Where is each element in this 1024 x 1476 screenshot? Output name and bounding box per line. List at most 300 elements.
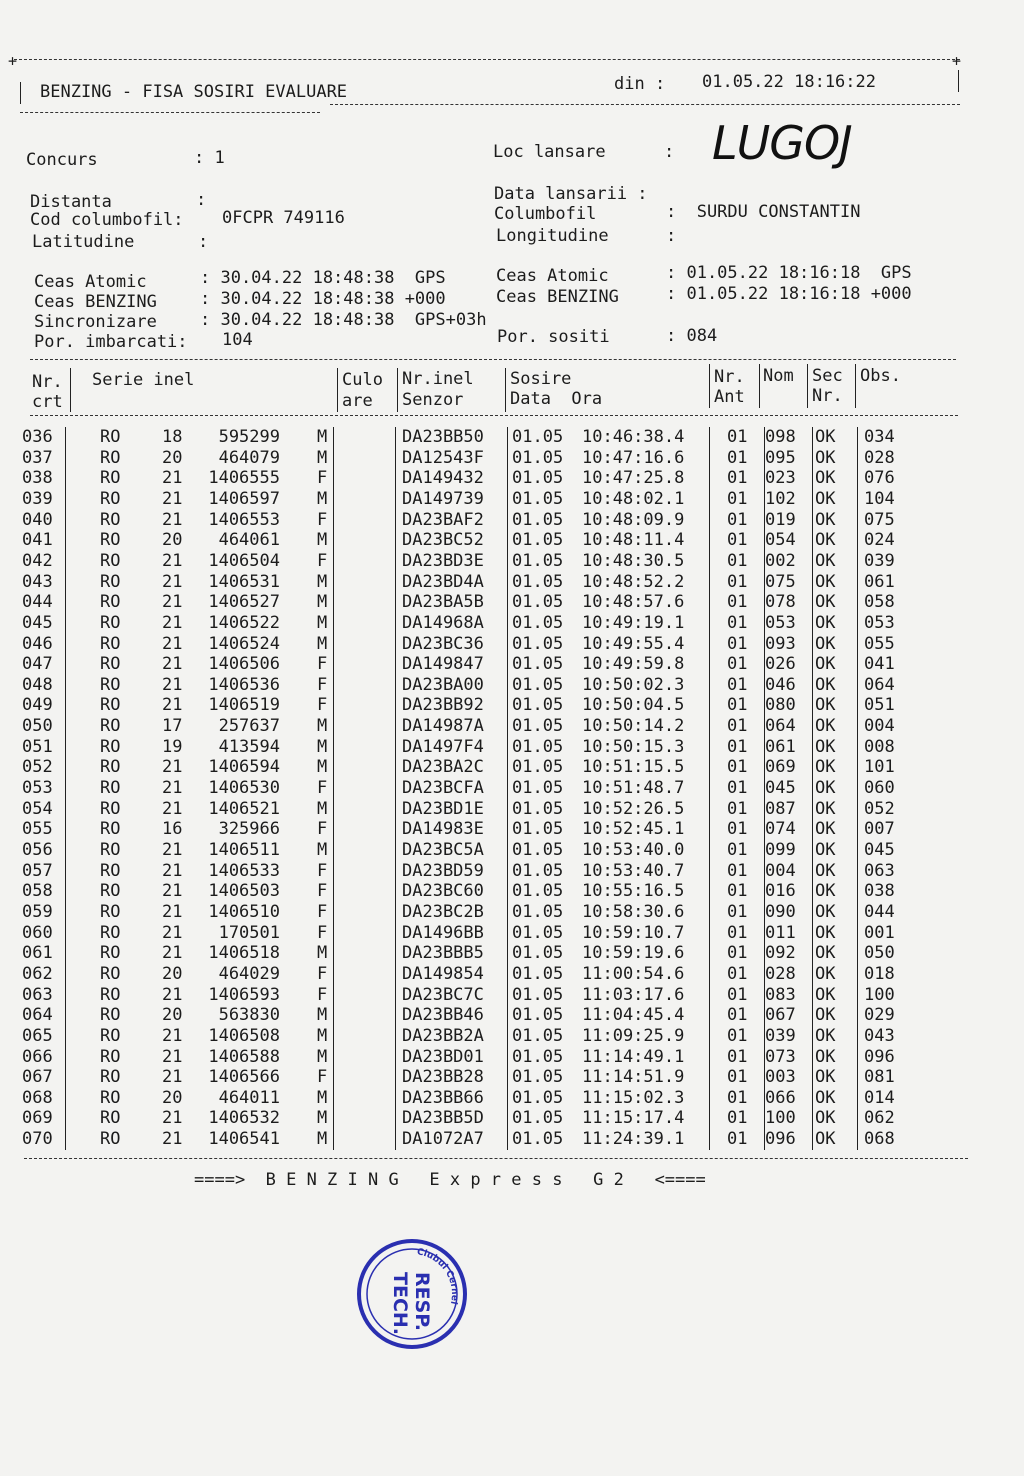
cell-serie-inel: 170501: [218, 922, 280, 943]
column-divider: [333, 716, 334, 737]
cell-data: 01.05: [512, 695, 564, 716]
table-row: [0, 1129, 1024, 1150]
column-divider: [812, 840, 813, 861]
column-divider: [395, 943, 396, 964]
cell-serie-inel: 1406522: [208, 612, 280, 633]
cell-sex: M: [317, 736, 328, 757]
column-divider: [812, 572, 813, 593]
column-divider: [395, 840, 396, 861]
column-divider: [857, 778, 858, 799]
cell-obs: 060: [864, 778, 895, 799]
cell-tara: RO: [100, 695, 121, 716]
cell-ora: 10:50:15.3: [582, 736, 685, 757]
column-divider: [65, 592, 66, 613]
cell-ora: 10:53:40.7: [582, 860, 685, 881]
cell-tara: RO: [100, 612, 121, 633]
header-right-border: [958, 70, 959, 92]
cell-serie-inel: 1406597: [208, 488, 280, 509]
header-nr-ant: Ant: [714, 387, 745, 407]
column-divider: [333, 530, 334, 551]
cell-senzor: DA1496BB: [402, 922, 484, 943]
header-bottom-border-left: [20, 112, 320, 113]
column-divider: [65, 757, 66, 778]
cell-data: 01.05: [512, 468, 564, 489]
columbofil-label: Columbofil: [494, 204, 597, 224]
cell-an: 21: [162, 778, 183, 799]
column-divider: [507, 551, 508, 572]
cell-nr-ant: 01: [727, 901, 748, 922]
column-divider: [857, 427, 858, 448]
column-divider: [507, 1108, 508, 1129]
column-divider: [333, 489, 334, 510]
column-divider: [507, 572, 508, 593]
cell-nr-crt: 046: [22, 633, 53, 654]
cell-nr-ant: 01: [727, 571, 748, 592]
column-divider: [333, 799, 334, 820]
table-row: [0, 985, 1024, 1006]
column-divider: [507, 448, 508, 469]
cell-obs: 018: [864, 963, 895, 984]
column-divider: [857, 1047, 858, 1068]
cell-an: 21: [162, 550, 183, 571]
cell-sec-nr: OK: [815, 943, 836, 964]
cell-an: 16: [162, 819, 183, 840]
column-divider: [812, 530, 813, 551]
cell-nom: 054: [765, 530, 796, 551]
cell-senzor: DA23BC2B: [402, 901, 484, 922]
column-divider: [812, 1067, 813, 1088]
cell-an: 21: [162, 901, 183, 922]
cell-nr-crt: 051: [22, 736, 53, 757]
cell-obs: 041: [864, 654, 895, 675]
cell-nr-crt: 045: [22, 612, 53, 633]
cell-serie-inel: 464061: [218, 530, 280, 551]
cell-an: 21: [162, 757, 183, 778]
column-divider: [65, 1026, 66, 1047]
column-divider: [812, 799, 813, 820]
cell-serie-inel: 1406519: [208, 695, 280, 716]
header-nr-inel: Nr.inel: [402, 369, 474, 389]
column-divider: [857, 881, 858, 902]
loc-lansare-label: Loc lansare: [493, 142, 606, 162]
header-sec-nr: Nr.: [812, 386, 843, 406]
cell-sec-nr: OK: [815, 1067, 836, 1088]
cell-sex: M: [317, 757, 328, 778]
header-culoare: Culo: [342, 370, 383, 390]
col-divider: [855, 364, 856, 408]
column-divider: [764, 840, 765, 861]
cell-sex: F: [317, 468, 328, 489]
column-divider: [395, 551, 396, 572]
cell-an: 21: [162, 1046, 183, 1067]
column-divider: [709, 1047, 710, 1068]
cell-sec-nr: OK: [815, 840, 836, 860]
ceas-atomic-end-value: : 01.05.22 18:16:18 GPS: [666, 263, 912, 283]
cell-nom: 099: [765, 840, 796, 860]
column-divider: [507, 654, 508, 675]
cell-data: 01.05: [512, 550, 564, 571]
column-divider: [507, 757, 508, 778]
cell-nr-ant: 01: [727, 468, 748, 489]
column-divider: [764, 861, 765, 882]
ceas-benzing-start-value: : 30.04.22 18:48:38 +000: [200, 289, 446, 309]
column-divider: [395, 634, 396, 655]
column-divider: [333, 964, 334, 985]
column-divider: [764, 881, 765, 902]
cell-an: 21: [162, 1067, 183, 1088]
cell-nom: 098: [765, 427, 796, 447]
column-divider: [764, 778, 765, 799]
cell-data: 01.05: [512, 736, 564, 757]
column-divider: [857, 943, 858, 964]
cell-an: 21: [162, 798, 183, 819]
cell-obs: 064: [864, 674, 895, 695]
cell-sex: M: [317, 1025, 328, 1046]
cell-nr-ant: 01: [727, 488, 748, 509]
cell-sex: M: [317, 798, 328, 819]
cell-an: 21: [162, 840, 183, 860]
column-divider: [812, 654, 813, 675]
table-row: [0, 1047, 1024, 1068]
column-divider: [333, 881, 334, 902]
column-divider: [709, 840, 710, 861]
cell-serie-inel: 1406504: [208, 550, 280, 571]
table-row: [0, 592, 1024, 613]
cell-an: 21: [162, 922, 183, 943]
table-row: [0, 943, 1024, 964]
cell-serie-inel: 595299: [218, 427, 280, 447]
cell-nom: 092: [765, 943, 796, 964]
cell-nr-crt: 069: [22, 1108, 53, 1129]
column-divider: [764, 1026, 765, 1047]
table-bottom-border: [24, 1158, 968, 1159]
cell-nr-crt: 049: [22, 695, 53, 716]
header-left-border: [20, 82, 21, 104]
cell-nom: 004: [765, 860, 796, 881]
column-divider: [709, 489, 710, 510]
column-divider: [65, 1129, 66, 1150]
cell-tara: RO: [100, 633, 121, 654]
cell-nr-crt: 064: [22, 1005, 53, 1026]
cell-an: 21: [162, 488, 183, 509]
cell-nr-crt: 041: [22, 530, 53, 551]
cell-sec-nr: OK: [815, 427, 836, 447]
cell-obs: 076: [864, 468, 895, 489]
cell-obs: 052: [864, 798, 895, 819]
column-divider: [65, 675, 66, 696]
cell-data: 01.05: [512, 798, 564, 819]
column-divider: [65, 1088, 66, 1109]
cell-nr-crt: 042: [22, 550, 53, 571]
cell-senzor: DA149854: [402, 963, 484, 984]
cell-sex: F: [317, 984, 328, 1005]
cell-nr-ant: 01: [727, 860, 748, 881]
column-divider: [333, 985, 334, 1006]
cell-nr-ant: 01: [727, 736, 748, 757]
cell-nom: 016: [765, 881, 796, 902]
column-divider: [812, 964, 813, 985]
cell-nr-crt: 054: [22, 798, 53, 819]
cell-senzor: DA23BB92: [402, 695, 484, 716]
cell-ora: 11:00:54.6: [582, 963, 685, 984]
cell-sex: M: [317, 1087, 328, 1108]
table-row: [0, 530, 1024, 551]
column-divider: [507, 985, 508, 1006]
table-row: [0, 716, 1024, 737]
cell-sex: M: [317, 1129, 328, 1150]
column-divider: [764, 737, 765, 758]
cell-serie-inel: 1406506: [208, 654, 280, 675]
column-divider: [764, 427, 765, 448]
cell-serie-inel: 1406527: [208, 592, 280, 613]
cell-sec-nr: OK: [815, 901, 836, 922]
cell-nr-ant: 01: [727, 612, 748, 633]
cell-tara: RO: [100, 674, 121, 695]
column-divider: [709, 778, 710, 799]
latitudine-label: Latitudine: [32, 232, 135, 252]
column-divider: [764, 695, 765, 716]
column-divider: [709, 551, 710, 572]
column-divider: [507, 799, 508, 820]
column-divider: [395, 675, 396, 696]
cell-serie-inel: 1406524: [208, 633, 280, 654]
header-nr-ant: Nr.: [714, 367, 745, 387]
document-title: BENZING - FISA SOSIRI EVALUARE: [40, 82, 348, 102]
column-divider: [333, 902, 334, 923]
cell-ora: 10:59:10.7: [582, 922, 685, 943]
column-divider: [812, 1005, 813, 1026]
cell-nr-crt: 050: [22, 716, 53, 737]
cell-ora: 10:48:02.1: [582, 488, 685, 509]
cell-tara: RO: [100, 1108, 121, 1129]
column-divider: [709, 530, 710, 551]
cell-nom: 095: [765, 447, 796, 468]
column-divider: [333, 675, 334, 696]
cell-nr-ant: 01: [727, 1108, 748, 1129]
cell-senzor: DA23BA2C: [402, 757, 484, 778]
column-divider: [857, 861, 858, 882]
cell-sec-nr: OK: [815, 612, 836, 633]
column-divider: [65, 613, 66, 634]
cell-tara: RO: [100, 963, 121, 984]
cell-nr-ant: 01: [727, 819, 748, 840]
column-divider: [857, 675, 858, 696]
sincronizare-value: : 30.04.22 18:48:38 GPS+03h: [200, 310, 487, 330]
column-divider: [333, 592, 334, 613]
column-divider: [395, 1047, 396, 1068]
cell-ora: 10:46:38.4: [582, 427, 685, 447]
column-divider: [812, 902, 813, 923]
cell-serie-inel: 464011: [218, 1087, 280, 1108]
column-divider: [857, 695, 858, 716]
cell-nr-crt: 068: [22, 1087, 53, 1108]
cell-data: 01.05: [512, 592, 564, 613]
cell-sex: M: [317, 530, 328, 551]
data-lansarii-label: Data lansarii :: [494, 184, 648, 204]
column-divider: [709, 985, 710, 1006]
cell-data: 01.05: [512, 901, 564, 922]
table-row: [0, 489, 1024, 510]
cell-nr-ant: 01: [727, 798, 748, 819]
cell-tara: RO: [100, 654, 121, 675]
cell-nr-ant: 01: [727, 674, 748, 695]
cell-nom: 090: [765, 901, 796, 922]
column-divider: [65, 923, 66, 944]
cell-ora: 11:04:45.4: [582, 1005, 685, 1026]
por-sositi-label: Por. sositi: [497, 327, 610, 347]
column-divider: [812, 757, 813, 778]
cell-sec-nr: OK: [815, 674, 836, 695]
cell-ora: 10:48:11.4: [582, 530, 685, 551]
cell-tara: RO: [100, 1129, 121, 1150]
cell-an: 20: [162, 1087, 183, 1108]
header-top-border: [14, 59, 960, 60]
cell-serie-inel: 257637: [218, 716, 280, 737]
cell-nom: 039: [765, 1025, 796, 1046]
cell-tara: RO: [100, 819, 121, 840]
cell-tara: RO: [100, 571, 121, 592]
column-divider: [764, 530, 765, 551]
cell-obs: 045: [864, 840, 895, 860]
column-divider: [395, 985, 396, 1006]
column-divider: [333, 1129, 334, 1150]
cell-senzor: DA149432: [402, 468, 484, 489]
cell-serie-inel: 1406533: [208, 860, 280, 881]
column-divider: [709, 737, 710, 758]
cell-senzor: DA23BD4A: [402, 571, 484, 592]
column-divider: [507, 881, 508, 902]
cell-ora: 11:14:51.9: [582, 1067, 685, 1088]
cell-obs: 062: [864, 1108, 895, 1129]
cell-sec-nr: OK: [815, 757, 836, 778]
column-divider: [709, 902, 710, 923]
column-divider: [507, 923, 508, 944]
cell-ora: 10:58:30.6: [582, 901, 685, 922]
column-divider: [709, 1005, 710, 1026]
cell-senzor: DA23BCFA: [402, 778, 484, 799]
cell-serie-inel: 1406531: [208, 571, 280, 592]
column-divider: [812, 985, 813, 1006]
cell-serie-inel: 1406518: [208, 943, 280, 964]
cell-sec-nr: OK: [815, 633, 836, 654]
cell-tara: RO: [100, 716, 121, 737]
cell-nr-ant: 01: [727, 530, 748, 551]
col-divider: [70, 368, 71, 412]
cell-nr-crt: 057: [22, 860, 53, 881]
column-divider: [709, 1108, 710, 1129]
column-divider: [395, 1005, 396, 1026]
cell-senzor: DA23BD59: [402, 860, 484, 881]
column-divider: [812, 489, 813, 510]
cell-obs: 004: [864, 716, 895, 737]
cell-sec-nr: OK: [815, 1108, 836, 1129]
cell-nr-crt: 039: [22, 488, 53, 509]
cell-senzor: DA23BB5D: [402, 1108, 484, 1129]
column-divider: [709, 799, 710, 820]
cell-sex: F: [317, 778, 328, 799]
cell-ora: 10:52:45.1: [582, 819, 685, 840]
cell-nom: 080: [765, 695, 796, 716]
column-divider: [857, 840, 858, 861]
cell-sec-nr: OK: [815, 592, 836, 613]
table-row: [0, 613, 1024, 634]
cell-nr-ant: 01: [727, 1005, 748, 1026]
cell-sec-nr: OK: [815, 1025, 836, 1046]
column-divider: [333, 1047, 334, 1068]
cell-senzor: DA23BC52: [402, 530, 484, 551]
cell-obs: 104: [864, 488, 895, 509]
cell-nr-crt: 056: [22, 840, 53, 860]
table-row: [0, 572, 1024, 593]
cell-an: 20: [162, 447, 183, 468]
column-divider: [764, 1005, 765, 1026]
cell-obs: 053: [864, 612, 895, 633]
cell-nr-ant: 01: [727, 922, 748, 943]
cell-tara: RO: [100, 468, 121, 489]
column-divider: [395, 902, 396, 923]
cell-obs: 068: [864, 1129, 895, 1150]
column-divider: [764, 902, 765, 923]
cell-nr-ant: 01: [727, 840, 748, 860]
cell-nom: 073: [765, 1046, 796, 1067]
cell-sec-nr: OK: [815, 571, 836, 592]
cell-senzor: DA14983E: [402, 819, 484, 840]
cell-senzor: DA23BC5A: [402, 840, 484, 860]
por-imbarcati-value: 104: [222, 330, 253, 350]
cell-ora: 10:47:16.6: [582, 447, 685, 468]
cell-nom: 026: [765, 654, 796, 675]
cell-serie-inel: 1406510: [208, 901, 280, 922]
cell-an: 17: [162, 716, 183, 737]
table-row: [0, 902, 1024, 923]
cell-obs: 075: [864, 509, 895, 530]
column-divider: [333, 923, 334, 944]
column-divider: [65, 778, 66, 799]
column-divider: [857, 613, 858, 634]
concurs-value: : 1: [194, 148, 225, 168]
cell-obs: 029: [864, 1005, 895, 1026]
cell-nom: 083: [765, 984, 796, 1005]
cell-obs: 028: [864, 447, 895, 468]
column-divider: [65, 1067, 66, 1088]
column-divider: [65, 840, 66, 861]
cell-ora: 10:49:19.1: [582, 612, 685, 633]
cell-senzor: DA23BB2A: [402, 1025, 484, 1046]
cell-an: 19: [162, 736, 183, 757]
table-row: [0, 737, 1024, 758]
cell-senzor: DA23BB28: [402, 1067, 484, 1088]
column-divider: [507, 489, 508, 510]
cell-nom: 096: [765, 1129, 796, 1150]
header-sec-nr: Sec: [812, 366, 843, 386]
cell-sec-nr: OK: [815, 963, 836, 984]
column-divider: [812, 881, 813, 902]
cell-nom: 100: [765, 1108, 796, 1129]
column-divider: [857, 1005, 858, 1026]
distanta-value: :: [196, 190, 207, 210]
table-row: [0, 1026, 1024, 1047]
column-divider: [812, 861, 813, 882]
column-divider: [709, 592, 710, 613]
cell-sec-nr: OK: [815, 550, 836, 571]
column-divider: [333, 819, 334, 840]
column-divider: [333, 572, 334, 593]
cell-tara: RO: [100, 778, 121, 799]
cell-senzor: DA23BD01: [402, 1046, 484, 1067]
column-divider: [857, 716, 858, 737]
cell-senzor: DA23BD3E: [402, 550, 484, 571]
cell-data: 01.05: [512, 1046, 564, 1067]
